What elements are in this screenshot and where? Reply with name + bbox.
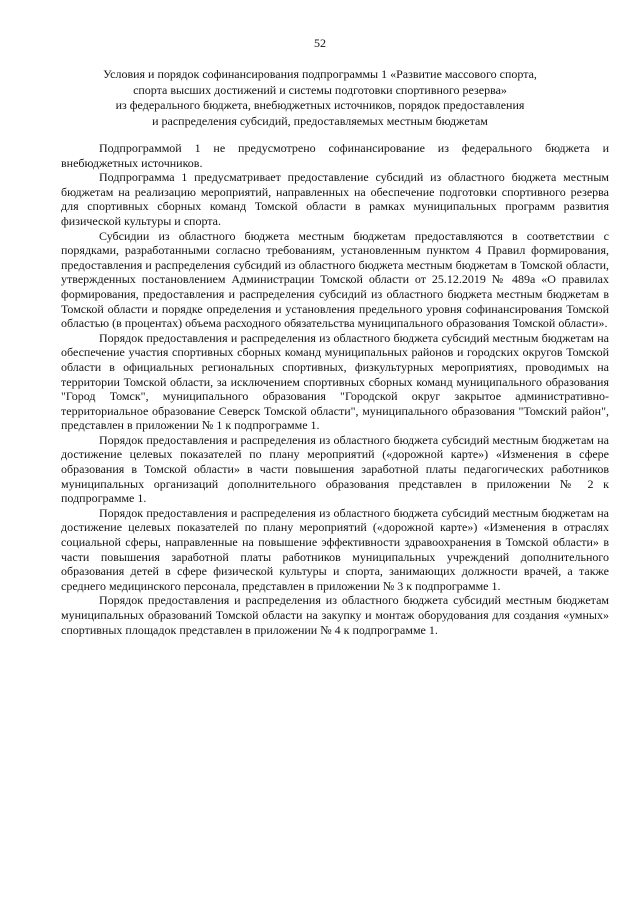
paragraph: Подпрограмма 1 предусматривает предоставление субсидий из областного бюджета местным бюджетам на реализацию мероприятий, направленных на обеспечение подготовки спортивного резерва для спортивных сборных команд Томской области в рамках муниципальных программ развития физической культуры и спорта. <box>61 170 609 228</box>
heading-line: и распределения субсидий, предоставляемых местным бюджетам <box>152 113 488 128</box>
section-heading <box>60 67 580 129</box>
page-number: 52 <box>314 36 326 50</box>
paragraph: Порядок предоставления и распределения из областного бюджета субсидий местным бюджетам муниципальных образований Томской области на закупку и монтаж оборудования для создания «умных» спортивных площадок представлен в приложении № 4 к подпрограмме 1. <box>61 593 609 637</box>
heading-line: Условия и порядок софинансирования подпрограммы 1 «Развитие массового спорта, <box>103 67 537 81</box>
paragraph: Порядок предоставления и распределения из областного бюджета субсидий местным бюджетам на обеспечение участия спортивных сборных команд муниципальных районов и городских округов Томской области в официальных региональных спортивных, физкультурных мероприятиях, проводимых на территории Томской области, за исключением спортивных сборных команд муниципального образования "Город Томск", муниципального образования "Городской округ закрытое административно-территориальное образование Северск Томской области", муниципального образования "Томский район", представлен в приложении № 1 к подпрограмме 1. <box>61 330 609 433</box>
document-body <box>61 141 609 637</box>
paragraph: Порядок предоставления и распределения из областного бюджета субсидий местным бюджетам на достижение целевых показателей по плану мероприятий («дорожной карте») «Изменения в сфере образования в Томской области» в части повышения заработной платы педагогических работников муниципальных организаций дополнительного образования представлен в приложении № 2 к подпрограмме 1. <box>61 432 609 506</box>
paragraph: Подпрограммой 1 не предусмотрено софинансирование из федерального бюджета и внебюджетных источников. <box>61 141 609 170</box>
heading-line: из федерального бюджета, внебюджетных источников, порядок предоставления <box>115 98 525 112</box>
paragraph: Субсидии из областного бюджета местным бюджетам предоставляются в соответствии с порядками, разработанными согласно требованиям, установленным пунктом 4 Правил формирования, предоставления и распределения субсидий из областного бюджета местным бюджетам в Томской области, утвержденных постановлением Администрации Томской области от 25.12.2019 № 489а «О правилах формирования, предоставления и распределения субсидий из областного бюджета местным бюджетам в Томской области и порядке определения и установления предельного уровня софинансирования Томской областью (в процентах) объема расходного обязательства муниципального образования Томской области». <box>61 228 609 331</box>
paragraph: Порядок предоставления и распределения из областного бюджета субсидий местным бюджетам на достижение целевых показателей по плану мероприятий («дорожной карте») «Изменения в отраслях социальной сферы, направленные на повышение эффективности здравоохранения в Томской области» в части повышения заработной платы работников муниципальных учреждений дополнительного образования детей в сфере физической культуры и спорта, занимающих должности врачей, а также среднего медицинского персонала, представлен в приложении № 3 к подпрограмме 1. <box>61 505 609 593</box>
heading-line: спорта высших достижений и системы подготовки спортивного резерва» <box>133 82 507 97</box>
